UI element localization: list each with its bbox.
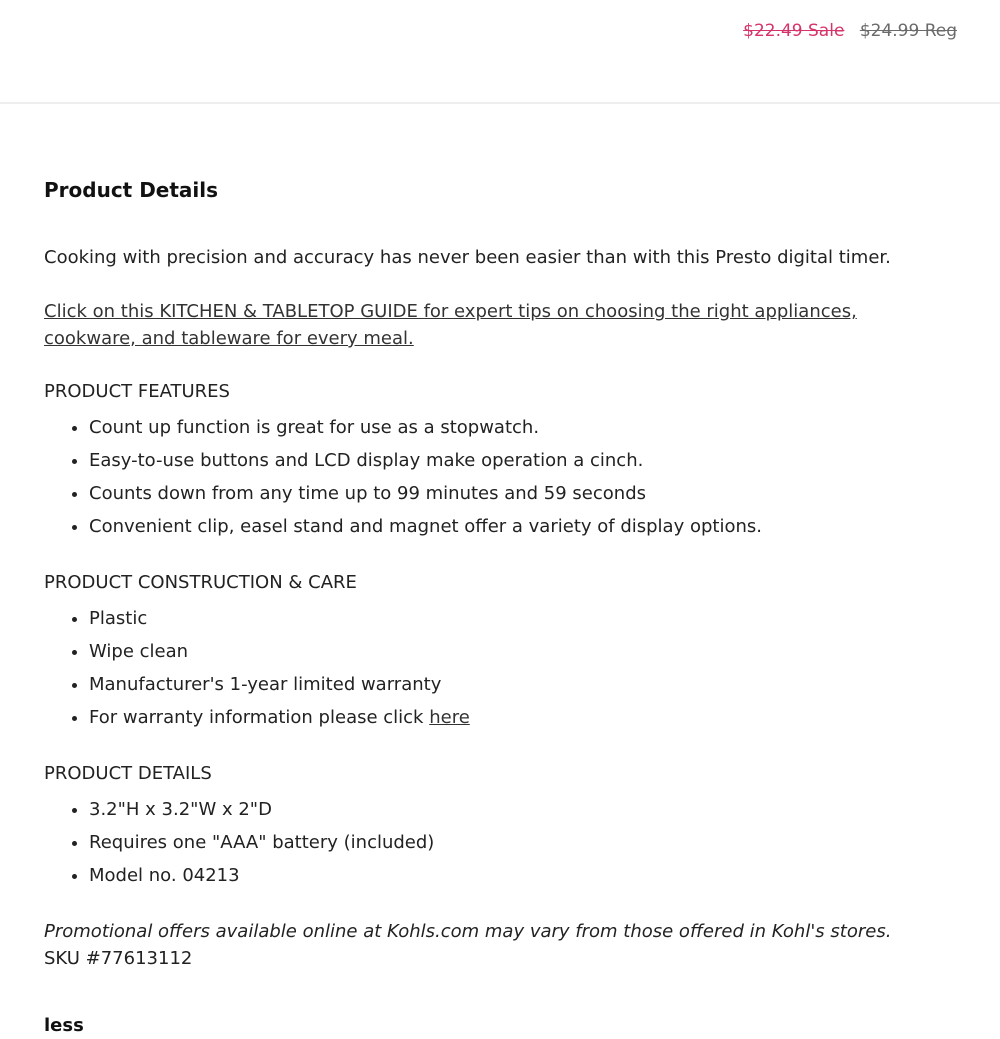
sku-number: SKU #77613112 <box>44 948 193 969</box>
construction-item: • Manufacturer's 1-year limited warranty <box>89 668 944 701</box>
kitchen-guide-link[interactable]: Click on this KITCHEN & TABLETOP GUIDE for expert tips on choosing the right appliances, cookware, and tableware for every meal. <box>44 301 857 349</box>
construction-list <box>44 602 944 734</box>
construction-item: • Wipe clean <box>89 635 944 668</box>
specs-list <box>44 793 944 892</box>
feature-item: • Convenient clip, easel stand and magnet offer a variety of display options. <box>89 510 944 543</box>
product-intro: Cooking with precision and accuracy has never been easier than with this Presto digital timer. <box>44 247 891 268</box>
spec-item: • Model no. 04213 <box>89 859 944 892</box>
specs-heading: PRODUCT DETAILS <box>44 763 212 784</box>
price-block <box>743 21 957 41</box>
warranty-here-link[interactable]: here <box>429 707 470 728</box>
construction-item: • Plastic <box>89 602 944 635</box>
price-header <box>0 0 1000 104</box>
warranty-text: For warranty information please click <box>89 707 430 728</box>
product-details-section <box>44 176 944 1039</box>
features-heading: PRODUCT FEATURES <box>44 381 230 402</box>
promo-note: Promotional offers available online at Kohls.com may vary from those offered in Kohl's stores. <box>44 921 892 942</box>
construction-heading: PRODUCT CONSTRUCTION & CARE <box>44 572 357 593</box>
less-toggle[interactable]: less <box>44 1015 84 1036</box>
regular-price: $24.99 Reg <box>859 21 957 41</box>
feature-item: • Count up function is great for use as a stopwatch. <box>89 411 944 444</box>
feature-item: • Counts down from any time up to 99 minutes and 59 seconds <box>89 477 944 510</box>
feature-item: • Easy-to-use buttons and LCD display make operation a cinch. <box>89 444 944 477</box>
sale-price: $22.49 Sale <box>743 21 845 41</box>
warranty-item <box>89 701 944 734</box>
product-details-title: Product Details <box>44 178 219 202</box>
features-list <box>44 411 944 543</box>
spec-item: • Requires one "AAA" battery (included) <box>89 826 944 859</box>
spec-item: • 3.2"H x 3.2"W x 2"D <box>89 793 944 826</box>
